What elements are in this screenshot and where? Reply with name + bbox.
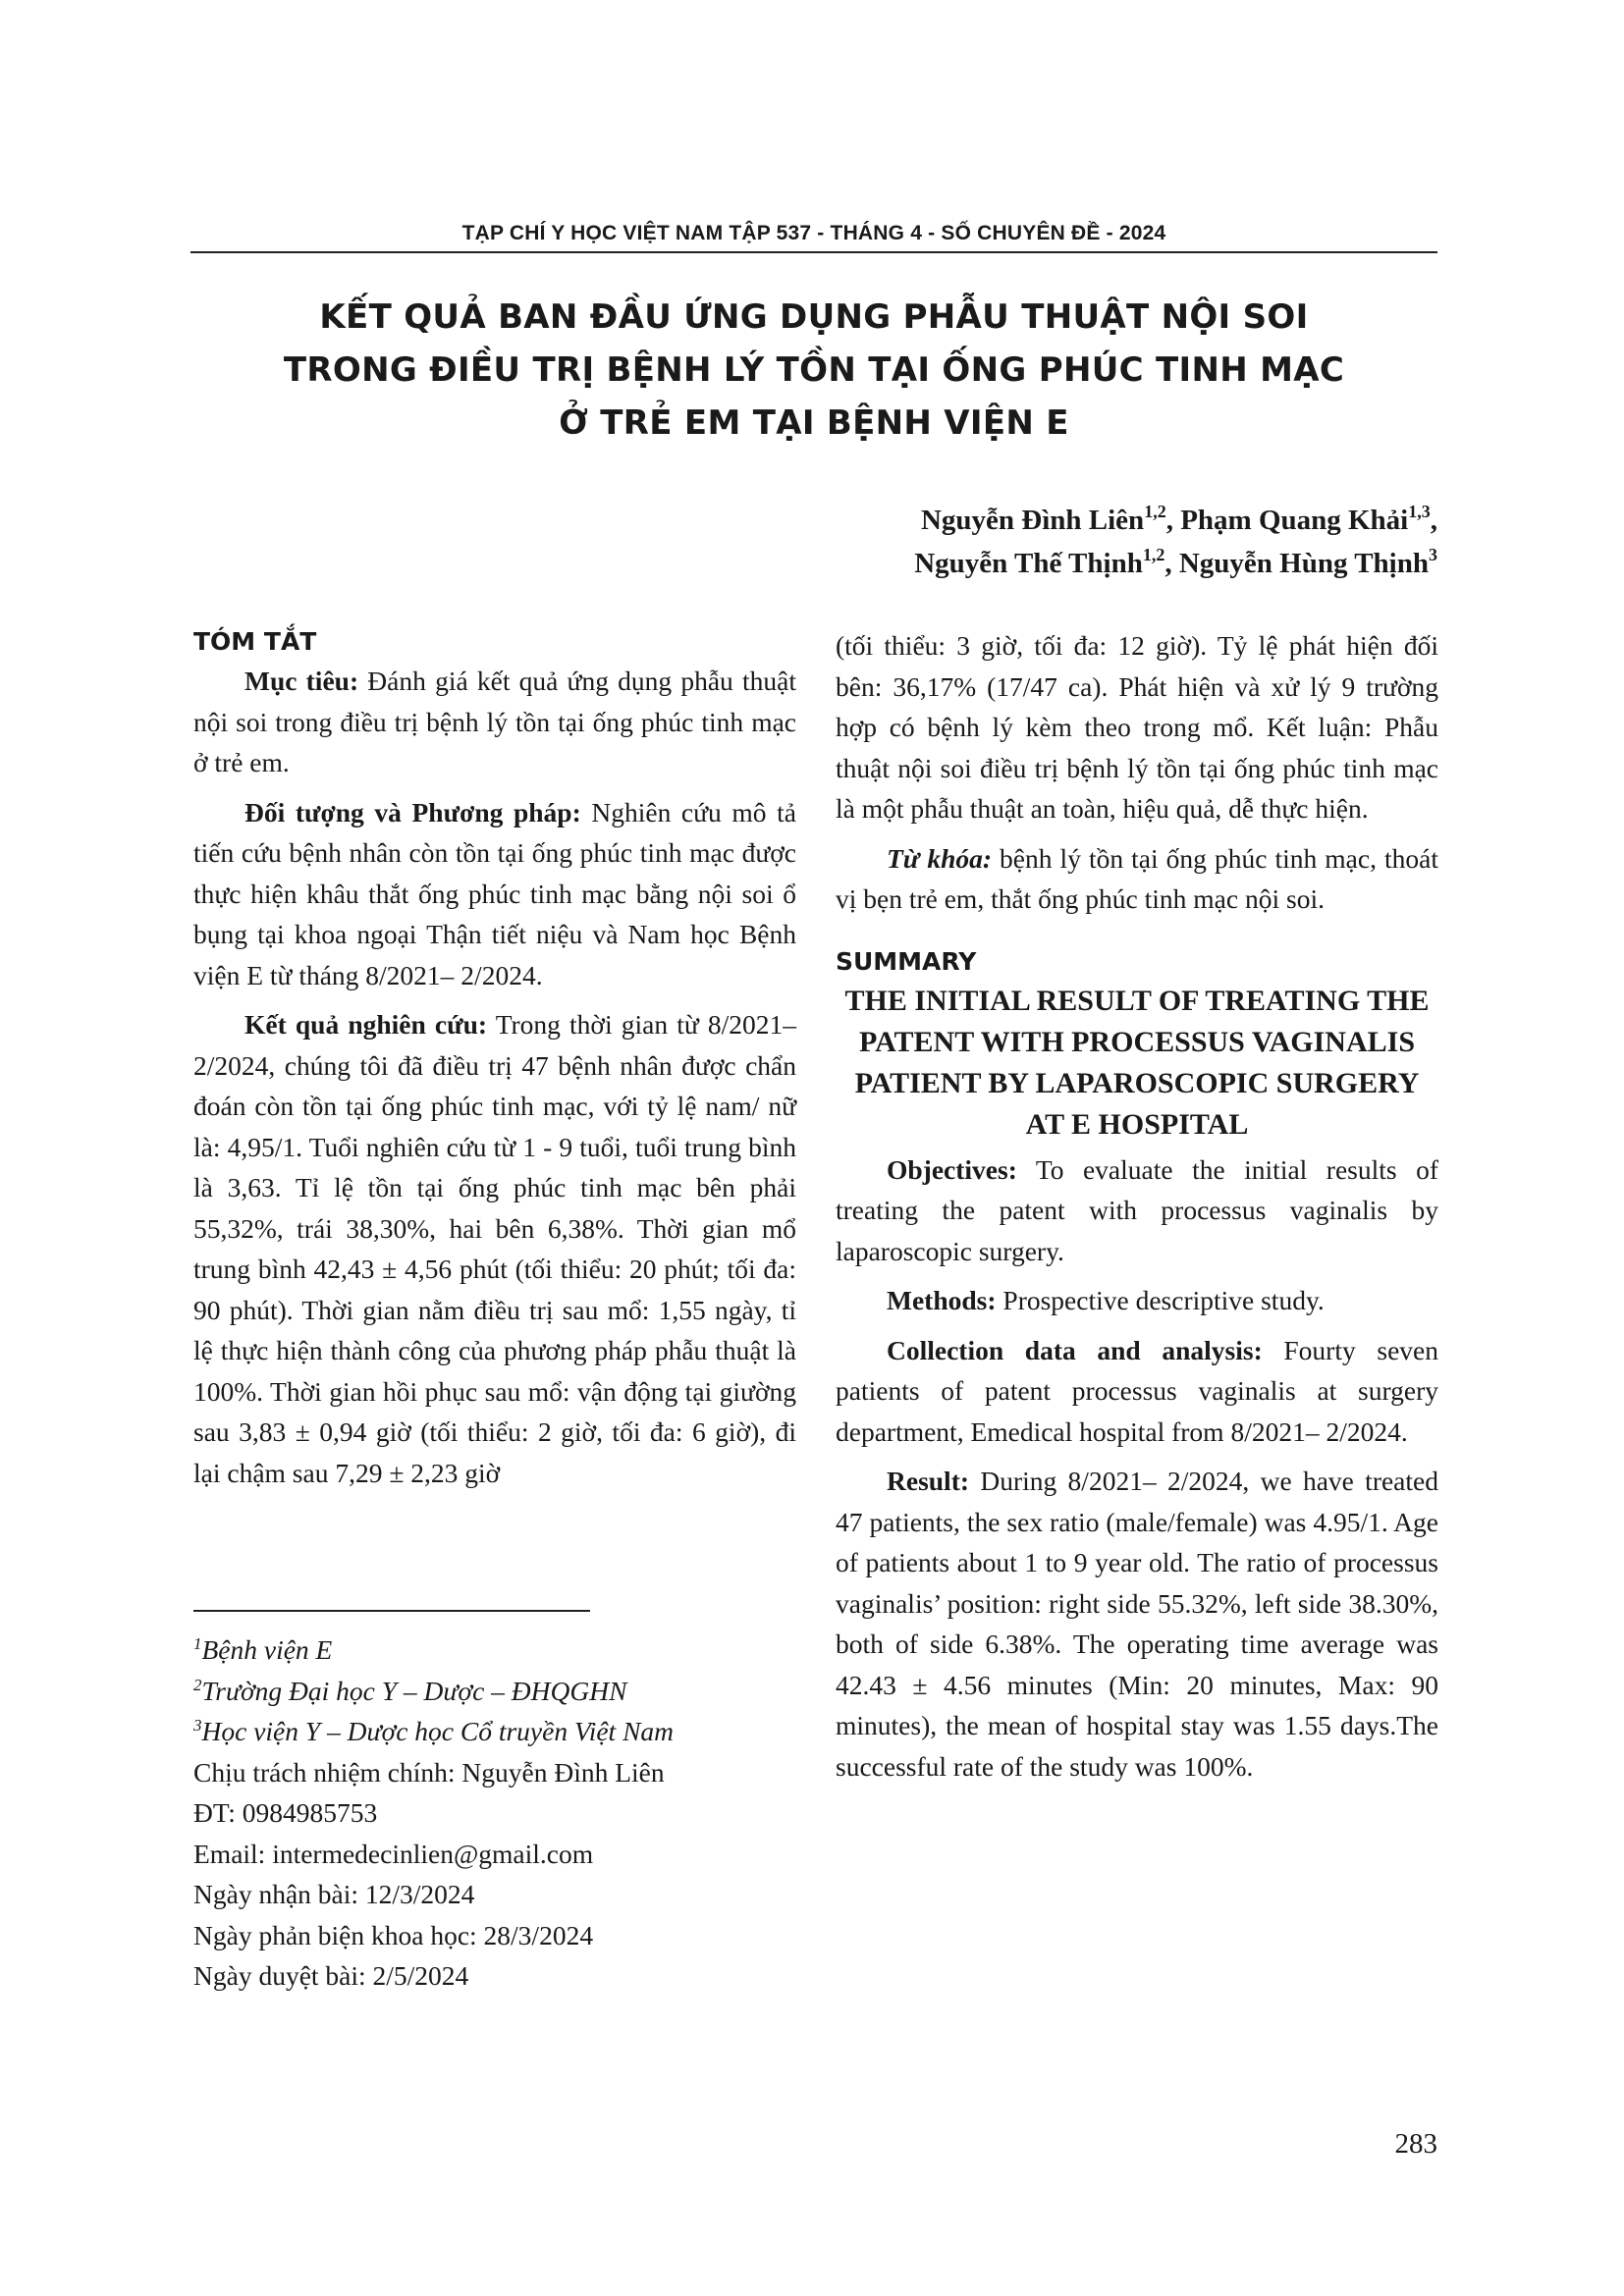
affiliation-number: 3: [193, 1716, 202, 1735]
corresponding-author: Chịu trách nhiệm chính: Nguyễn Đình Liên: [193, 1756, 665, 1788]
title-line-2: TRONG ĐIỀU TRỊ BỆNH LÝ TỒN TẠI ỐNG PHÚC TINH MẠC: [283, 350, 1345, 390]
affiliation-3: [193, 1711, 796, 1752]
left-column: [193, 625, 796, 1493]
summary-heading: SUMMARY: [836, 946, 977, 976]
author-affiliation: 1,2: [1142, 545, 1165, 564]
summary-methods: [836, 1280, 1438, 1321]
author-separator: ,: [1430, 505, 1437, 536]
methods-label-en: Methods:: [887, 1285, 997, 1315]
abstract-methods: [193, 792, 796, 996]
footnotes: [193, 1629, 796, 1997]
author-line-1: [914, 499, 1437, 542]
article-title: [190, 291, 1437, 450]
keywords-label: Từ khóa:: [887, 842, 993, 874]
phone: ĐT: 0984985753: [193, 1797, 378, 1828]
author-name: Nguyễn Đình Liên: [920, 505, 1145, 536]
journal-running-header: TẠP CHÍ Y HỌC VIỆT NAM TẬP 537 - THÁNG 4 - SỐ CHUYÊN ĐỀ - 2024: [461, 222, 1166, 244]
objective-text: Đánh giá kết quả ứng dụng phẫu thuật nội soi trong điều trị bệnh lý tồn tại ống phúc tinh mạc ở trẻ em.: [193, 666, 796, 777]
keywords: [836, 838, 1438, 920]
affiliation-text: Trường Đại học Y – Dược – ĐHQGHN: [201, 1675, 627, 1706]
author-name: Nguyễn Thế Thịnh: [914, 548, 1143, 579]
header-rule: [190, 251, 1437, 253]
abstract-results: [193, 1004, 796, 1493]
collection-label: Collection data and analysis:: [887, 1334, 1263, 1365]
abstract-heading: TÓM TẮT: [193, 627, 317, 656]
affiliation-1: [193, 1629, 796, 1671]
author-name: Nguyễn Hùng Thịnh: [1178, 548, 1429, 579]
author-affiliation: 3: [1429, 545, 1437, 564]
author-list: [914, 499, 1437, 585]
affiliation-2: [193, 1671, 796, 1712]
summary-collection: [836, 1330, 1438, 1453]
author-line-2: [914, 542, 1437, 585]
affiliation-text: Học viện Y – Dược học Cổ truyền Việt Nam: [201, 1716, 675, 1746]
author-separator: ,: [1164, 548, 1179, 579]
author-name: Phạm Quang Khải: [1180, 505, 1409, 536]
date-reviewed: Ngày phản biện khoa học: 28/3/2024: [193, 1919, 594, 1950]
abstract-results-continued: (tối thiểu: 3 giờ, tối đa: 12 giờ). Tỷ lệ phát hiện đối bên: 36,17% (17/47 ca). Phát hiện và xử lý 9 trường hợp có bệnh lý kèm theo trong mổ. Kết luận: Phẫu thuật nội soi điều trị bệnh lý tồn tại ống phúc tinh mạc là một phẫu thuật an toàn, hiệu quả, dễ thực hiện.: [836, 630, 1438, 824]
title-line-1: KẾT QUẢ BAN ĐẦU ỨNG DỤNG PHẪU THUẬT NỘI SOI: [319, 297, 1309, 337]
objectives-label: Objectives:: [887, 1153, 1017, 1185]
result-label: Result:: [887, 1466, 970, 1496]
collection-text: Fourty seven patients of patent processus vaginalis at surgery department, Emedical hospital from 8/2021– 2/2024.: [836, 1334, 1438, 1447]
affiliation-number: 2: [193, 1675, 202, 1694]
result-text: During 8/2021– 2/2024, we have treated 47 patients, the sex ratio (male/female) was 4.95/1. Age of patients about 1 to 9 year old. The ratio of processus vaginalis’ position: right side 55.32%, left side 38.30%, both of side 6.38%. The operating time average was 42.43 ± 4.56 minutes (Min: 20 minutes, Max: 90 minutes), the mean of hospital stay was 1.55 days.The successful rate of the study was 100%.: [836, 1466, 1438, 1782]
abstract-objective: [193, 661, 796, 783]
results-text: Trong thời gian từ 8/2021– 2/2024, chúng tôi đã điều trị 47 bệnh nhân được chẩn đoán còn tồn tại ống phúc tinh mạc, với tỷ lệ nam/ nữ là: 4,95/1. Tuổi nghiên cứu từ 1 - 9 tuổi, tuổi trung bình là 3,63. Tỉ lệ tồn tại ống phúc tinh mạc bên phải 55,32%, trái 38,30%, hai bên 6,38%. Thời gian mổ trung bình 42,43 ± 4,56 phút (tối thiểu: 20 phút; tối đa: 90 phút). Thời gian nằm điều trị sau mổ: 1,55 ngày, tỉ lệ thực hiện thành công của phương pháp phẫu thuật là 100%. Thời gian hồi phục sau mổ: vận động tại giường sau 3,83 ± 0,94 giờ (tối thiểu: 2 giờ, tối đa: 6 giờ), đi lại chậm sau 7,29 ± 2,23 giờ: [193, 1009, 796, 1488]
title-line-3: Ở TRẺ EM TẠI BỆNH VIỆN E: [559, 403, 1069, 443]
author-separator: ,: [1165, 505, 1181, 536]
author-affiliation: 1,2: [1144, 502, 1166, 521]
keywords-text: bệnh lý tồn tại ống phúc tinh mạc, thoát vị bẹn trẻ em, thắt ống phúc tinh mạc nội soi.: [836, 842, 1438, 914]
right-column: [836, 625, 1438, 1787]
summary-objectives: [836, 1149, 1438, 1272]
english-title: THE INITIAL RESULT OF TREATING THE PATENT WITH PROCESSUS VAGINALIS PATIENT BY LAPAROSCOPIC SURGERY AT E HOSPITAL: [844, 984, 1430, 1141]
date-received: Ngày nhận bài: 12/3/2024: [193, 1879, 475, 1909]
results-label: Kết quả nghiên cứu:: [244, 1009, 488, 1040]
affiliation-number: 1: [193, 1634, 202, 1653]
email: Email: intermedecinlien@gmail.com: [193, 1838, 594, 1869]
summary-result: [836, 1461, 1438, 1787]
objectives-text: To evaluate the initial results of treating the patent with processus vaginalis by laparoscopic surgery.: [836, 1153, 1438, 1266]
methods-text-en: Prospective descriptive study.: [996, 1285, 1325, 1315]
footnote-rule: [193, 1610, 590, 1612]
objective-label: Mục tiêu:: [244, 666, 359, 696]
date-approved: Ngày duyệt bài: 2/5/2024: [193, 1960, 469, 1991]
methods-text: Nghiên cứu mô tả tiến cứu bệnh nhân còn tồn tại ống phúc tinh mạc được thực hiện khâu thắt ống phúc tinh mạc bằng nội soi ổ bụng tại khoa ngoại Thận tiết niệu và Nam học Bệnh viện E từ tháng 8/2021– 2/2024.: [193, 796, 796, 990]
author-affiliation: 1,3: [1408, 502, 1431, 521]
page-number: 283: [1394, 2128, 1437, 2160]
affiliation-text: Bệnh viện E: [201, 1634, 333, 1665]
methods-label: Đối tượng và Phương pháp:: [244, 796, 581, 828]
